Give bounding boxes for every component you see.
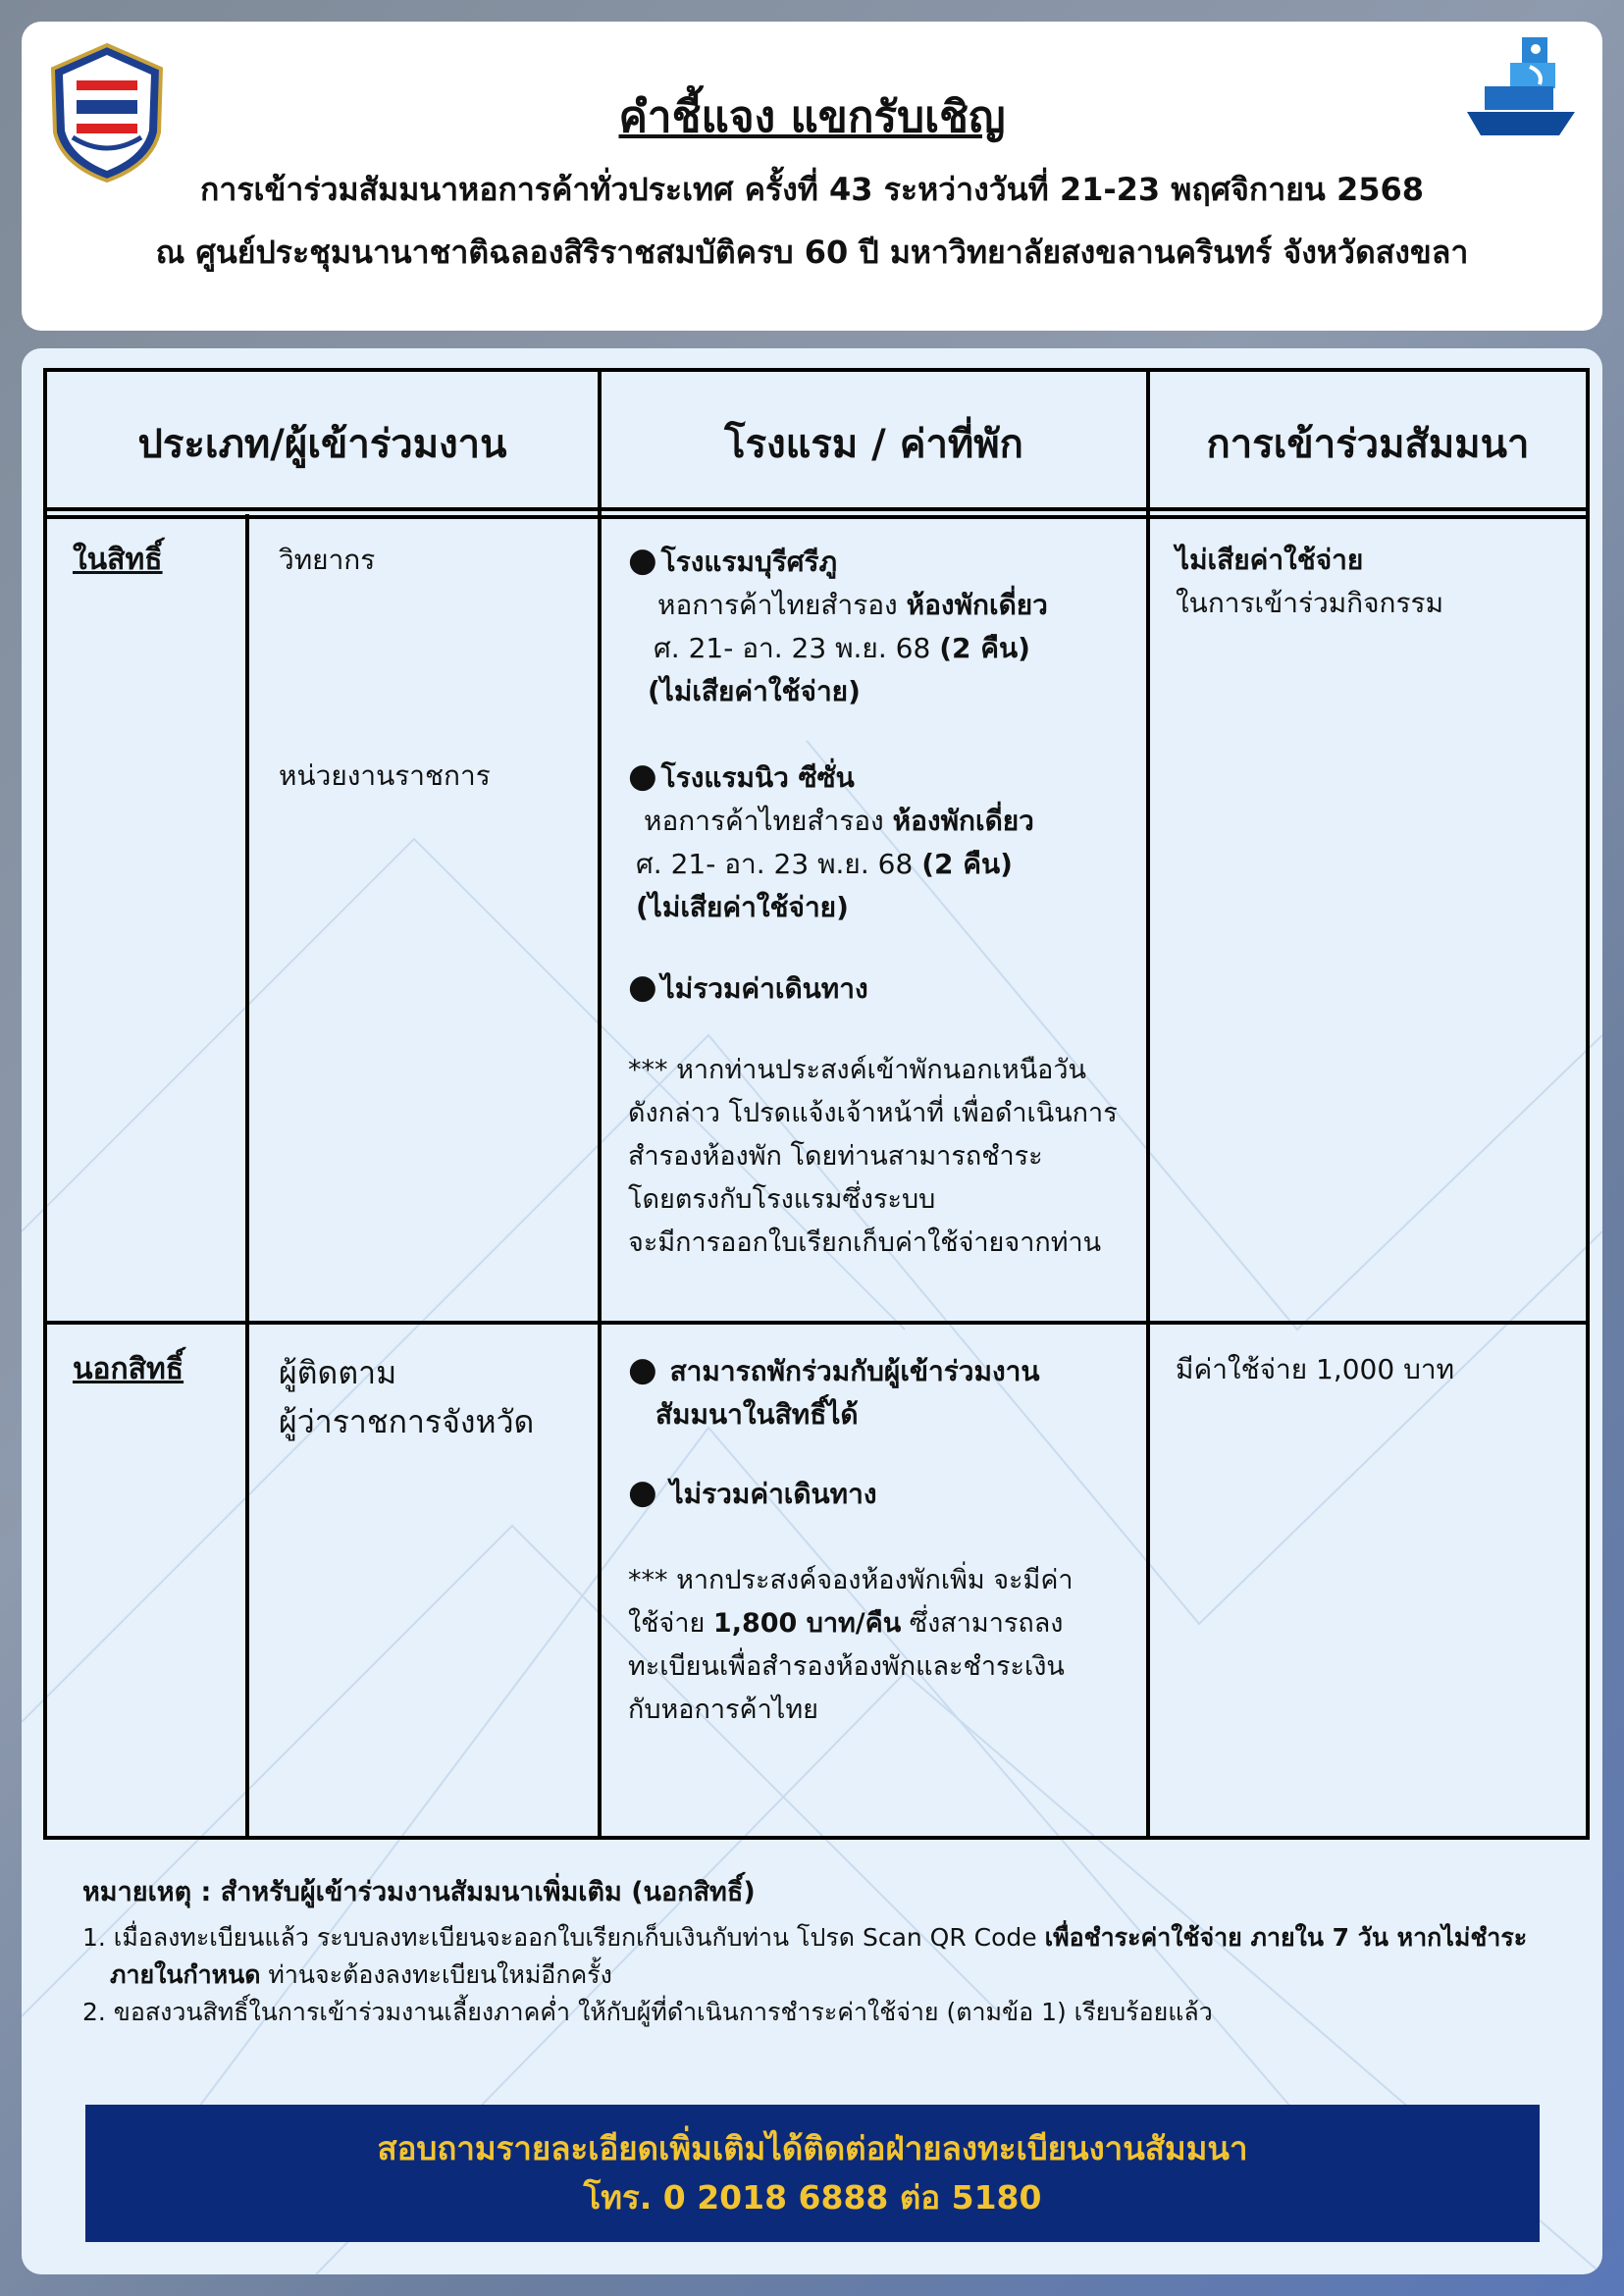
out-quota-no-travel [628,1471,1143,1516]
out-quota-note-line: ทะเบียนเพื่อสำรองห้องพักและชำระเงิน [628,1651,1065,1682]
in-quota-no-travel-text: ไม่รวมค่าเดินทาง [660,972,868,1005]
header-seminar: การเข้าร่วมสัมมนา [1206,421,1530,467]
seminar-subtitle: การเข้าร่วมสัมมนาหอการค้าทั่วประเทศ ครั้งที่ 43 ระหว่างวันที่ 21-23 พฤศจิกายน 2568 [200,171,1424,208]
share-room-block [628,1348,1143,1436]
notes-title: หมายเหตุ : สำหรับผู้เข้าร่วมงานสัมมนาเพิ่มเติม (นอกสิทธิ์) [82,1877,756,1907]
out-quota-note-line: กับหอการค้าไทย [628,1695,818,1725]
bullet-icon: ● [628,541,657,580]
in-quota-seminar-text: ในการเข้าร่วมกิจกรรม [1176,587,1444,619]
hotel-2-nights: (2 คืน) [921,848,1013,880]
in-quota-note [628,1049,1143,1265]
col-divider-3 [1146,372,1150,1836]
contact-phone: โทร. 0 2018 6888 ต่อ 5180 [583,2178,1042,2217]
note-item-1-text: 1. เมื่อลงทะเบียนแล้ว ระบบลงทะเบียนจะออกใบเรียกเก็บเงินกับท่าน โปรด Scan QR Code [82,1923,1037,1952]
hotel-2-free: (ไม่เสียค่าใช้จ่าย) [636,891,849,923]
category-in-quota-label: ในสิทธิ์ [73,543,163,577]
hotel-2-room: ห้องพักเดี่ยว [892,805,1034,837]
share-room-line: สัมมนาในสิทธิ์ได้ [655,1398,859,1431]
bullet-icon: ● [628,1350,657,1389]
info-table [43,368,1590,1840]
venue-line: ณ ศูนย์ประชุมนานาชาติฉลองสิริราชสมบัติครบ 60 ปี มหาวิทยาลัยสงขลานครินทร์ จังหวัดสงขลา [155,234,1469,271]
body-card [22,348,1602,2274]
hotel-1-name: โรงแรมบุรีศรีภู [660,546,838,578]
header-card [22,22,1602,331]
note-item-1-bold: เพื่อชำระค่าใช้จ่าย ภายใน 7 วัน หากไม่ชำระภายในกำหนด [110,1923,1528,1989]
hotel-1-nights: (2 คืน) [939,632,1030,664]
hotel-2-name: โรงแรมนิว ซีซั่น [660,761,855,794]
out-quota-note-suffix: ซึ่งสามารถลง [909,1608,1064,1639]
in-quota-note-line: สำรองห้องพัก โดยท่านสามารถชำระ [628,1141,1043,1172]
header-participant-type: ประเภท/ผู้เข้าร่วมงาน [137,421,507,467]
out-quota-seminar: มีค่าใช้จ่าย 1,000 บาท [1176,1353,1455,1385]
participant-follower-line: ผู้ว่าราชการจังหวัด [279,1403,535,1440]
hotel-2-reserve: หอการค้าไทยสำรอง [644,805,884,837]
bullet-icon: ● [628,757,657,796]
out-quota-no-travel-text: ไม่รวมค่าเดินทาง [669,1478,877,1510]
notes-section [82,1874,1554,2031]
participant-government: หน่วยงานราชการ [279,759,491,792]
hotel-2-dates: ศ. 21- อา. 23 พ.ย. 68 [636,848,914,880]
out-quota-note-line: *** หากประสงค์จองห้องพักเพิ่ม จะมีค่า [628,1565,1074,1595]
hotel-1-room: ห้องพักเดี่ยว [906,589,1048,621]
in-quota-seminar-bold: ไม่เสียค่าใช้จ่าย [1176,544,1364,576]
hotel-1-reserve: หอการค้าไทยสำรอง [657,589,898,621]
in-quota-note-line: โดยตรงกับโรงแรมซึ่งระบบ [628,1184,936,1215]
in-quota-seminar [1176,539,1578,625]
note-item-1 [82,1919,1554,1994]
participant-speaker: วิทยากร [279,544,376,576]
contact-banner [85,2105,1540,2242]
share-room-line: สามารถพักร่วมกับผู้เข้าร่วมงาน [669,1355,1040,1387]
in-quota-note-line: ดังกล่าว โปรดแจ้งเจ้าหน้าที่ เพื่อดำเนินการ [628,1098,1118,1128]
participant-follower-line: ผู้ติดตาม [279,1354,397,1391]
bullet-icon: ● [628,1473,657,1512]
hotel-1-block [628,539,1138,713]
col-divider-1 [245,514,249,1836]
category-out-quota-label: นอกสิทธิ์ [73,1352,184,1386]
bullet-icon: ● [628,967,657,1007]
header-divider-bottom [47,515,1586,519]
out-quota-note-price: 1,800 บาท/คืน [712,1608,902,1639]
hotel-2-block [628,755,1138,929]
participant-follower [279,1348,534,1446]
document-title: คำชี้แจง แขกรับเชิญ [618,92,1006,142]
contact-line-1: สอบถามรายละเอียดเพิ่มเติมได้ติดต่อฝ่ายลงทะเบียนงานสัมมนา [377,2129,1248,2167]
hotel-1-free: (ไม่เสียค่าใช้จ่าย) [648,675,861,707]
header-hotel: โรงแรม / ค่าที่พัก [724,421,1023,467]
out-quota-note [628,1559,1143,1732]
note-item-1-tail: ท่านจะต้องลงทะเบียนใหม่อีกครั้ง [268,1960,612,1989]
hotel-1-dates: ศ. 21- อา. 23 พ.ย. 68 [654,632,931,664]
out-quota-note-prefix: ใช้จ่าย [628,1608,706,1639]
category-out-quota [73,1348,183,1391]
in-quota-no-travel [628,965,1138,1011]
note-item-2: 2. ขอสงวนสิทธิ์ในการเข้าร่วมงานเลี้ยงภาคค่ำ ให้กับผู้ที่ดำเนินการชำระค่าใช้จ่าย (ตามข้อ 1) เรียบร้อยแล้ว [82,1998,1213,2026]
row-divider [47,1321,1586,1325]
category-in-quota [73,539,163,582]
col-divider-2 [598,372,602,1836]
in-quota-note-line: จะมีการออกใบเรียกเก็บค่าใช้จ่ายจากท่าน [628,1227,1102,1258]
in-quota-note-line: *** หากท่านประสงค์เข้าพักนอกเหนือวัน [628,1055,1087,1085]
